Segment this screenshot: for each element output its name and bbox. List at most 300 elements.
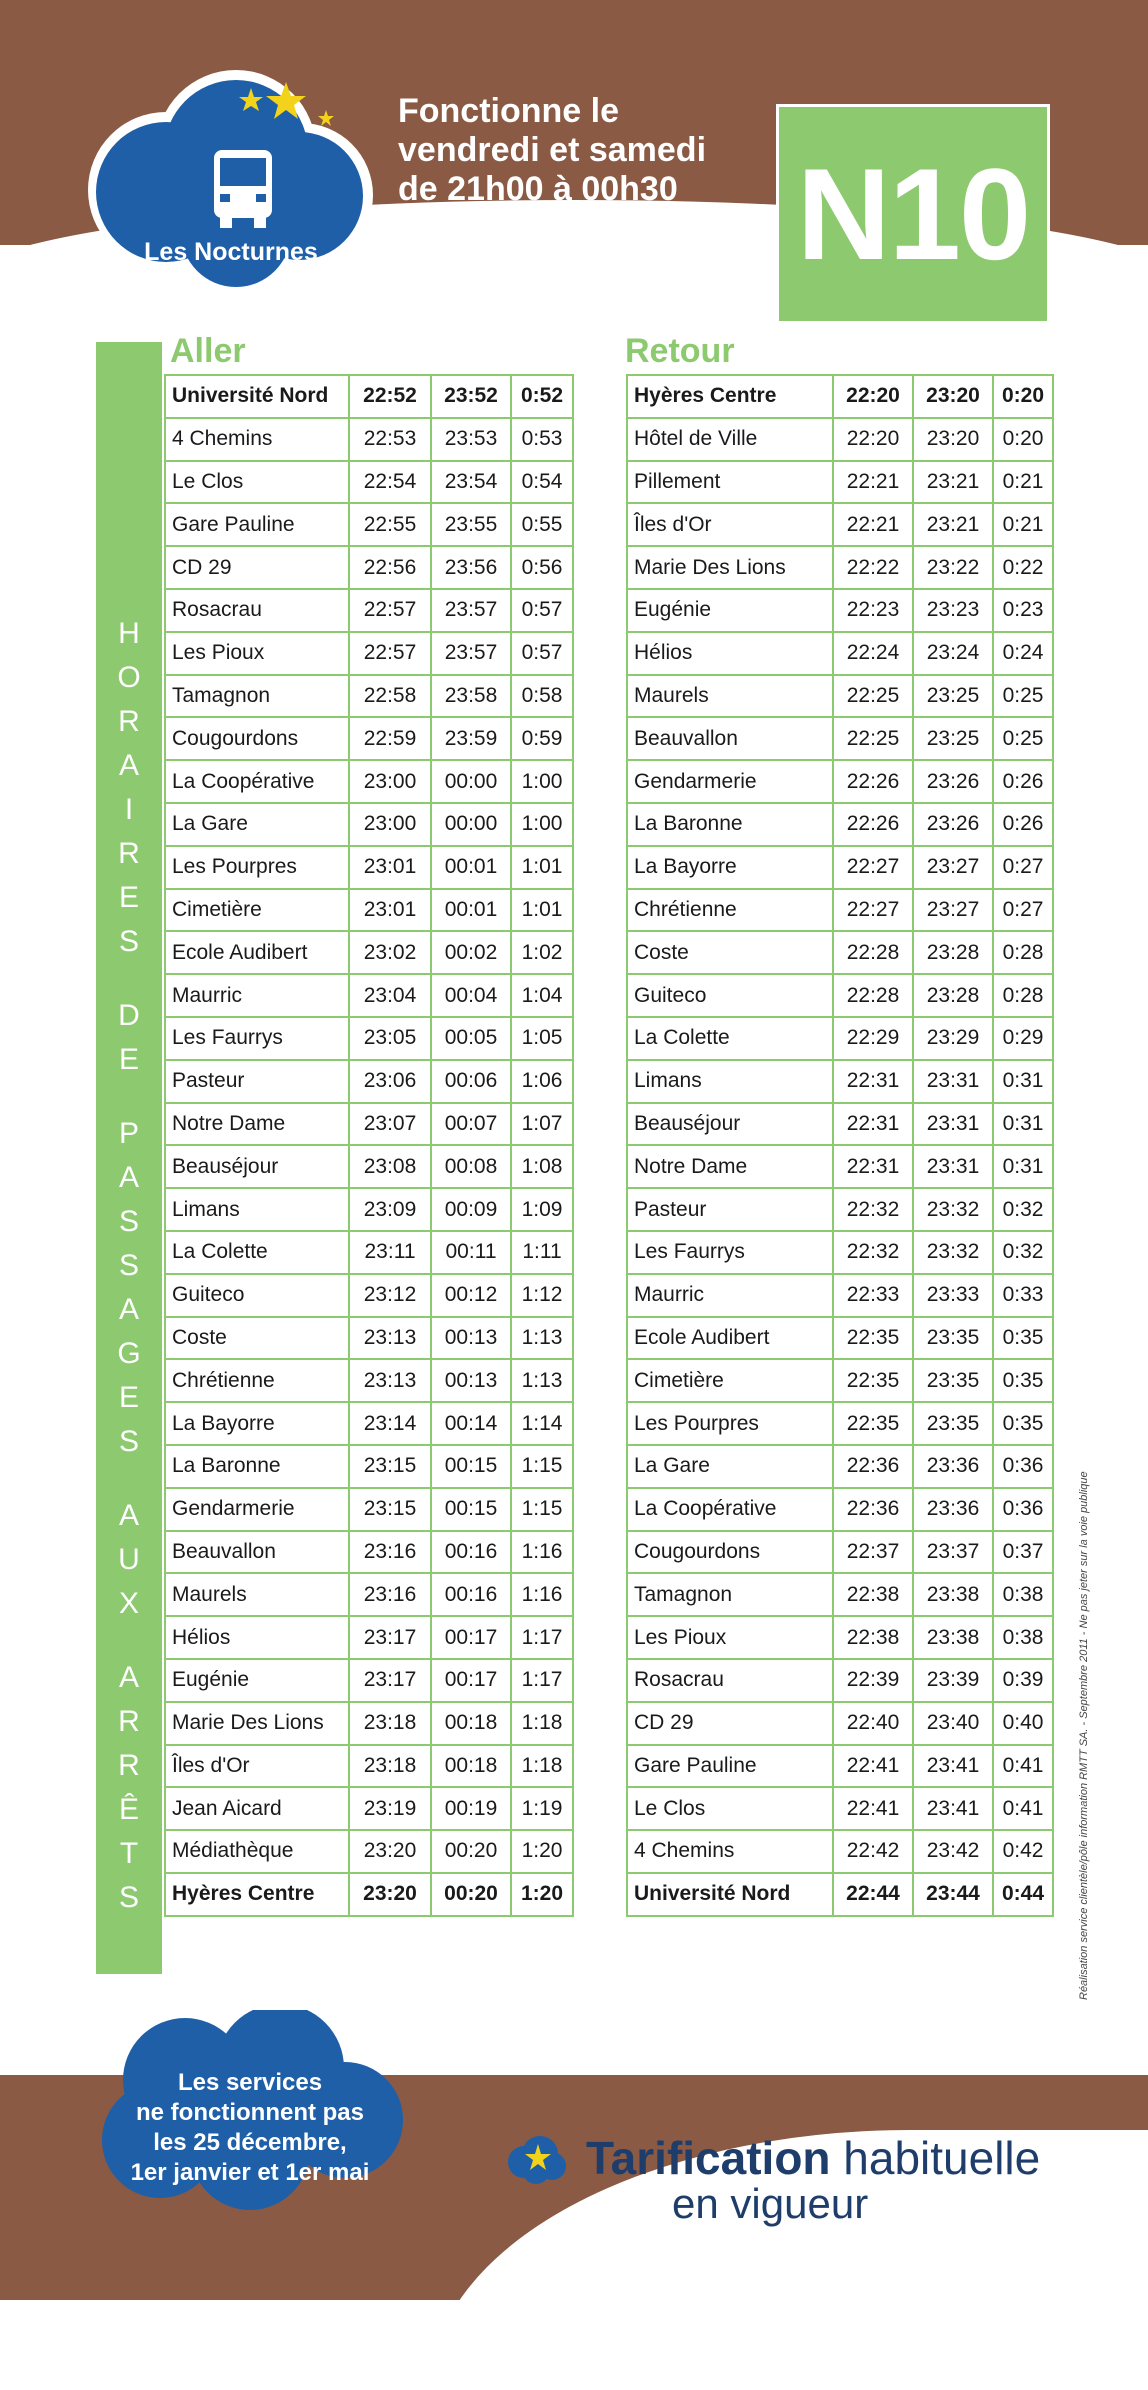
- notice-line-2: ne fonctionnent pas: [136, 2099, 364, 2126]
- departure-time: 22:41: [833, 1745, 913, 1788]
- departure-time: 0:27: [993, 846, 1053, 889]
- stop-name: Limans: [165, 1188, 349, 1231]
- departure-time: 22:31: [833, 1145, 913, 1188]
- departure-time: 23:31: [913, 1060, 993, 1103]
- vertical-label-letter: A: [118, 749, 139, 782]
- departure-time: 1:02: [511, 931, 573, 974]
- table-row: [165, 1402, 573, 1445]
- table-row: [165, 632, 573, 675]
- departure-time: 00:09: [431, 1188, 511, 1231]
- departure-time: 22:25: [833, 675, 913, 718]
- departure-time: 1:04: [511, 974, 573, 1017]
- vertical-label-letter: P: [118, 1117, 139, 1150]
- stop-name: Eugénie: [165, 1659, 349, 1702]
- table-row: [627, 1402, 1053, 1445]
- stop-name: La Coopérative: [627, 1488, 833, 1531]
- table-row: [165, 846, 573, 889]
- departure-time: 23:25: [913, 717, 993, 760]
- departure-time: 1:12: [511, 1274, 573, 1317]
- departure-time: 23:09: [349, 1188, 431, 1231]
- tarif-rest: habituelle: [830, 2132, 1041, 2184]
- departure-time: 22:35: [833, 1359, 913, 1402]
- stop-name: Cougourdons: [165, 717, 349, 760]
- service-notice: [90, 2068, 410, 2188]
- departure-time: 23:02: [349, 931, 431, 974]
- departure-time: 00:01: [431, 889, 511, 932]
- departure-time: 0:54: [511, 461, 573, 504]
- table-row: [627, 632, 1053, 675]
- stop-name: Les Faurrys: [627, 1231, 833, 1274]
- vertical-label-letter: S: [118, 1205, 139, 1238]
- vertical-label-letter: G: [117, 1337, 141, 1370]
- departure-time: 23:31: [913, 1145, 993, 1188]
- table-row: [627, 974, 1053, 1017]
- vertical-label-letter: I: [124, 793, 134, 826]
- table-row: [627, 418, 1053, 461]
- departure-time: 23:12: [349, 1274, 431, 1317]
- table-row: [165, 1445, 573, 1488]
- departure-time: 1:16: [511, 1573, 573, 1616]
- stop-name: Guiteco: [627, 974, 833, 1017]
- vertical-label-letter: R: [118, 837, 140, 870]
- table-row: [627, 931, 1053, 974]
- departure-time: 00:18: [431, 1745, 511, 1788]
- stop-name: Hélios: [165, 1616, 349, 1659]
- departure-time: 1:07: [511, 1103, 573, 1146]
- stop-name: Hélios: [627, 632, 833, 675]
- departure-time: 23:20: [913, 375, 993, 418]
- departure-time: 22:27: [833, 846, 913, 889]
- departure-time: 23:38: [913, 1573, 993, 1616]
- departure-time: 23:33: [913, 1274, 993, 1317]
- table-row: [627, 589, 1053, 632]
- departure-time: 0:58: [511, 675, 573, 718]
- table-row: [627, 1531, 1053, 1574]
- vertical-label-text: [96, 612, 162, 1920]
- departure-time: 22:37: [833, 1531, 913, 1574]
- vertical-label-letter: S: [118, 1249, 139, 1282]
- departure-time: 22:44: [833, 1873, 913, 1916]
- departure-time: 23:26: [913, 803, 993, 846]
- departure-time: 23:28: [913, 931, 993, 974]
- departure-time: 0:56: [511, 546, 573, 589]
- table-row: [165, 546, 573, 589]
- departure-time: 0:37: [993, 1531, 1053, 1574]
- table-row: [165, 1573, 573, 1616]
- departure-time: 23:18: [349, 1745, 431, 1788]
- tarif-line-2: en vigueur: [672, 2180, 869, 2227]
- table-row: [627, 1830, 1053, 1873]
- stop-name: Chrétienne: [627, 889, 833, 932]
- table-row: [627, 889, 1053, 932]
- stop-name: Hôtel de Ville: [627, 418, 833, 461]
- departure-time: 1:17: [511, 1659, 573, 1702]
- nocturnes-logo: [86, 70, 376, 300]
- table-row: [165, 760, 573, 803]
- departure-time: 22:31: [833, 1060, 913, 1103]
- departure-time: 00:01: [431, 846, 511, 889]
- departure-time: 23:15: [349, 1445, 431, 1488]
- table-row: [627, 1317, 1053, 1360]
- departure-time: 0:36: [993, 1445, 1053, 1488]
- departure-time: 0:20: [993, 418, 1053, 461]
- departure-time: 23:36: [913, 1488, 993, 1531]
- printing-note-text: Réalisation service clientèle/pôle information RMTT SA. - Septembre 2011 - Ne pas jeter sur la voie publique: [1078, 1471, 1090, 2000]
- stop-name: La Bayorre: [165, 1402, 349, 1445]
- departure-time: 0:26: [993, 760, 1053, 803]
- departure-time: 00:15: [431, 1488, 511, 1531]
- operating-days-text: [398, 92, 758, 209]
- departure-time: 22:59: [349, 717, 431, 760]
- departure-time: 0:41: [993, 1745, 1053, 1788]
- stop-name: Guiteco: [165, 1274, 349, 1317]
- table-row: [165, 1531, 573, 1574]
- departure-time: 23:42: [913, 1830, 993, 1873]
- stop-name: Gare Pauline: [165, 503, 349, 546]
- operating-line-1: Fonctionne le: [398, 92, 619, 130]
- departure-time: 23:16: [349, 1531, 431, 1574]
- table-row: [165, 803, 573, 846]
- departure-time: 00:00: [431, 760, 511, 803]
- departure-time: 0:38: [993, 1616, 1053, 1659]
- stop-name: Maurric: [627, 1274, 833, 1317]
- departure-time: 23:57: [431, 589, 511, 632]
- table-row: [165, 418, 573, 461]
- departure-time: 0:26: [993, 803, 1053, 846]
- vertical-label-bar: [96, 342, 162, 1974]
- departure-time: 22:31: [833, 1103, 913, 1146]
- table-row: [165, 1873, 573, 1916]
- departure-time: 0:57: [511, 589, 573, 632]
- departure-time: 00:06: [431, 1060, 511, 1103]
- departure-time: 1:17: [511, 1616, 573, 1659]
- table-row: [627, 1359, 1053, 1402]
- departure-time: 23:23: [913, 589, 993, 632]
- stop-name: Université Nord: [165, 375, 349, 418]
- departure-time: 23:19: [349, 1787, 431, 1830]
- departure-time: 23:26: [913, 760, 993, 803]
- table-row: [627, 846, 1053, 889]
- departure-time: 23:13: [349, 1317, 431, 1360]
- departure-time: 22:38: [833, 1616, 913, 1659]
- tarif-bold: Tarification: [586, 2132, 831, 2184]
- departure-time: 22:21: [833, 461, 913, 504]
- table-row: [627, 1488, 1053, 1531]
- departure-time: 0:44: [993, 1873, 1053, 1916]
- table-row: [165, 931, 573, 974]
- stop-name: Gendarmerie: [165, 1488, 349, 1531]
- departure-time: 22:57: [349, 589, 431, 632]
- stop-name: Maurric: [165, 974, 349, 1017]
- departure-time: 00:00: [431, 803, 511, 846]
- table-row: [627, 1017, 1053, 1060]
- departure-time: 22:36: [833, 1445, 913, 1488]
- departure-time: 23:54: [431, 461, 511, 504]
- departure-time: 0:53: [511, 418, 573, 461]
- stop-name: Beauséjour: [627, 1103, 833, 1146]
- stop-name: Pasteur: [627, 1188, 833, 1231]
- departure-time: 23:16: [349, 1573, 431, 1616]
- departure-time: 0:57: [511, 632, 573, 675]
- departure-time: 0:40: [993, 1702, 1053, 1745]
- departure-time: 22:39: [833, 1659, 913, 1702]
- departure-time: 23:17: [349, 1616, 431, 1659]
- departure-time: 00:17: [431, 1616, 511, 1659]
- departure-time: 23:25: [913, 675, 993, 718]
- departure-time: 1:18: [511, 1745, 573, 1788]
- departure-time: 23:27: [913, 846, 993, 889]
- departure-time: 22:20: [833, 418, 913, 461]
- table-row: [627, 1745, 1053, 1788]
- departure-time: 0:21: [993, 503, 1053, 546]
- departure-time: 1:18: [511, 1702, 573, 1745]
- departure-time: 23:56: [431, 546, 511, 589]
- departure-time: 23:20: [913, 418, 993, 461]
- departure-time: 23:32: [913, 1231, 993, 1274]
- departure-time: 23:31: [913, 1103, 993, 1146]
- stop-name: La Gare: [165, 803, 349, 846]
- departure-time: 23:36: [913, 1445, 993, 1488]
- departure-time: 0:32: [993, 1188, 1053, 1231]
- stop-name: Beauvallon: [627, 717, 833, 760]
- departure-time: 00:04: [431, 974, 511, 1017]
- departure-time: 23:55: [431, 503, 511, 546]
- vertical-label-letter: E: [118, 1043, 139, 1076]
- departure-time: 0:25: [993, 675, 1053, 718]
- departure-time: 22:58: [349, 675, 431, 718]
- stop-name: 4 Chemins: [627, 1830, 833, 1873]
- table-row: [627, 1060, 1053, 1103]
- departure-time: 23:21: [913, 503, 993, 546]
- departure-time: 00:11: [431, 1231, 511, 1274]
- departure-time: 0:59: [511, 717, 573, 760]
- departure-time: 1:20: [511, 1873, 573, 1916]
- stop-name: La Coopérative: [165, 760, 349, 803]
- departure-time: 23:58: [431, 675, 511, 718]
- departure-time: 0:33: [993, 1274, 1053, 1317]
- departure-time: 23:40: [913, 1702, 993, 1745]
- operating-line-2: vendredi et samedi: [398, 131, 707, 169]
- departure-time: 00:02: [431, 931, 511, 974]
- stop-name: Les Pourpres: [165, 846, 349, 889]
- departure-time: 23:00: [349, 760, 431, 803]
- departure-time: 22:55: [349, 503, 431, 546]
- departure-time: 0:31: [993, 1103, 1053, 1146]
- stop-name: Îles d'Or: [165, 1745, 349, 1788]
- departure-time: 23:38: [913, 1616, 993, 1659]
- departure-time: 1:15: [511, 1445, 573, 1488]
- stop-name: Les Pioux: [627, 1616, 833, 1659]
- logo-label: Les Nocturnes: [144, 238, 318, 266]
- table-row: [627, 1702, 1053, 1745]
- vertical-label-letter: Ê: [118, 1793, 139, 1826]
- departure-time: 0:36: [993, 1488, 1053, 1531]
- vertical-label-letter: S: [118, 1881, 139, 1914]
- table-row: [627, 1103, 1053, 1146]
- departure-time: 22:56: [349, 546, 431, 589]
- vertical-label-letter: U: [118, 1543, 140, 1576]
- departure-time: 23:00: [349, 803, 431, 846]
- table-row: [627, 1445, 1053, 1488]
- departure-time: 1:09: [511, 1188, 573, 1231]
- departure-time: 22:26: [833, 760, 913, 803]
- departure-time: 0:31: [993, 1060, 1053, 1103]
- retour-timetable: [626, 374, 1054, 1917]
- departure-time: 22:32: [833, 1231, 913, 1274]
- table-row: [627, 717, 1053, 760]
- departure-time: 0:52: [511, 375, 573, 418]
- departure-time: 23:44: [913, 1873, 993, 1916]
- departure-time: 0:29: [993, 1017, 1053, 1060]
- stop-name: Hyères Centre: [165, 1873, 349, 1916]
- departure-time: 1:00: [511, 803, 573, 846]
- departure-time: 1:13: [511, 1359, 573, 1402]
- table-row: [627, 1616, 1053, 1659]
- departure-time: 22:32: [833, 1188, 913, 1231]
- departure-time: 00:15: [431, 1445, 511, 1488]
- departure-time: 22:28: [833, 931, 913, 974]
- departure-time: 23:52: [431, 375, 511, 418]
- printing-note: [1078, 1400, 1092, 2000]
- departure-time: 1:11: [511, 1231, 573, 1274]
- departure-time: 23:57: [431, 632, 511, 675]
- departure-time: 23:27: [913, 889, 993, 932]
- departure-time: 00:16: [431, 1573, 511, 1616]
- table-row: [165, 1616, 573, 1659]
- departure-time: 22:38: [833, 1573, 913, 1616]
- departure-time: 23:59: [431, 717, 511, 760]
- departure-time: 00:13: [431, 1359, 511, 1402]
- stop-name: Le Clos: [627, 1787, 833, 1830]
- table-row: [165, 675, 573, 718]
- departure-time: 22:35: [833, 1317, 913, 1360]
- departure-time: 0:35: [993, 1317, 1053, 1360]
- notice-line-1: Les services: [177, 2069, 323, 2096]
- table-row: [165, 589, 573, 632]
- departure-time: 23:39: [913, 1659, 993, 1702]
- stop-name: Beauvallon: [165, 1531, 349, 1574]
- stop-name: Les Pioux: [165, 632, 349, 675]
- stop-name: CD 29: [165, 546, 349, 589]
- departure-time: 23:22: [913, 546, 993, 589]
- stop-name: Notre Dame: [165, 1103, 349, 1146]
- departure-time: 23:24: [913, 632, 993, 675]
- stop-name: Gare Pauline: [627, 1745, 833, 1788]
- departure-time: 1:15: [511, 1488, 573, 1531]
- departure-time: 23:06: [349, 1060, 431, 1103]
- table-row: [627, 1873, 1053, 1916]
- stop-name: Ecole Audibert: [165, 931, 349, 974]
- departure-time: 22:29: [833, 1017, 913, 1060]
- stop-name: Les Faurrys: [165, 1017, 349, 1060]
- vertical-label-letter: O: [117, 661, 141, 694]
- table-row: [165, 1145, 573, 1188]
- table-row: [165, 1359, 573, 1402]
- vertical-label-letter: A: [118, 1499, 139, 1532]
- stop-name: Les Pourpres: [627, 1402, 833, 1445]
- departure-time: 23:35: [913, 1317, 993, 1360]
- departure-time: 22:23: [833, 589, 913, 632]
- departure-time: 00:07: [431, 1103, 511, 1146]
- stop-name: Maurels: [165, 1573, 349, 1616]
- departure-time: 22:33: [833, 1274, 913, 1317]
- vertical-label-letter: D: [118, 999, 140, 1032]
- stop-name: Tamagnon: [165, 675, 349, 718]
- departure-time: 00:18: [431, 1702, 511, 1745]
- stop-name: La Bayorre: [627, 846, 833, 889]
- vertical-label-letter: S: [118, 1425, 139, 1458]
- vertical-label-letter: A: [118, 1293, 139, 1326]
- tarification-text: [500, 2134, 1040, 2226]
- departure-time: 0:28: [993, 931, 1053, 974]
- table-row: [165, 974, 573, 1017]
- table-row: [165, 1787, 573, 1830]
- departure-time: 00:12: [431, 1274, 511, 1317]
- departure-time: 00:16: [431, 1531, 511, 1574]
- stop-name: Coste: [627, 931, 833, 974]
- stop-name: Université Nord: [627, 1873, 833, 1916]
- departure-time: 23:14: [349, 1402, 431, 1445]
- stop-name: Marie Des Lions: [627, 546, 833, 589]
- vertical-label-letter: E: [118, 881, 139, 914]
- stop-name: La Colette: [627, 1017, 833, 1060]
- table-row: [165, 1231, 573, 1274]
- departure-time: 22:22: [833, 546, 913, 589]
- departure-time: 22:20: [833, 375, 913, 418]
- departure-time: 0:38: [993, 1573, 1053, 1616]
- stop-name: Îles d'Or: [627, 503, 833, 546]
- vertical-label-letter: R: [118, 1749, 140, 1782]
- departure-time: 00:20: [431, 1830, 511, 1873]
- departure-time: 22:40: [833, 1702, 913, 1745]
- vertical-label-letter: E: [118, 1381, 139, 1414]
- stop-name: Tamagnon: [627, 1573, 833, 1616]
- departure-time: 22:21: [833, 503, 913, 546]
- table-row: [165, 1488, 573, 1531]
- departure-time: 22:53: [349, 418, 431, 461]
- departure-time: 1:20: [511, 1830, 573, 1873]
- departure-time: 23:20: [349, 1830, 431, 1873]
- departure-time: 00:13: [431, 1317, 511, 1360]
- stop-name: Maurels: [627, 675, 833, 718]
- departure-time: 23:05: [349, 1017, 431, 1060]
- stop-name: La Gare: [627, 1445, 833, 1488]
- departure-time: 0:35: [993, 1359, 1053, 1402]
- departure-time: 00:05: [431, 1017, 511, 1060]
- table-row: [165, 889, 573, 932]
- vertical-label-letter: R: [118, 1705, 140, 1738]
- departure-time: 23:20: [349, 1873, 431, 1916]
- stop-name: La Colette: [165, 1231, 349, 1274]
- departure-time: 0:20: [993, 375, 1053, 418]
- departure-time: 22:25: [833, 717, 913, 760]
- departure-time: 0:39: [993, 1659, 1053, 1702]
- stop-name: Gendarmerie: [627, 760, 833, 803]
- stop-name: Limans: [627, 1060, 833, 1103]
- departure-time: 22:26: [833, 803, 913, 846]
- table-row: [165, 1659, 573, 1702]
- departure-time: 23:18: [349, 1702, 431, 1745]
- departure-time: 23:32: [913, 1188, 993, 1231]
- stop-name: Le Clos: [165, 461, 349, 504]
- departure-time: 1:19: [511, 1787, 573, 1830]
- stop-name: Jean Aicard: [165, 1787, 349, 1830]
- departure-time: 22:54: [349, 461, 431, 504]
- aller-timetable: [164, 374, 574, 1917]
- stop-name: Cimetière: [627, 1359, 833, 1402]
- stop-name: Pasteur: [165, 1060, 349, 1103]
- departure-time: 23:15: [349, 1488, 431, 1531]
